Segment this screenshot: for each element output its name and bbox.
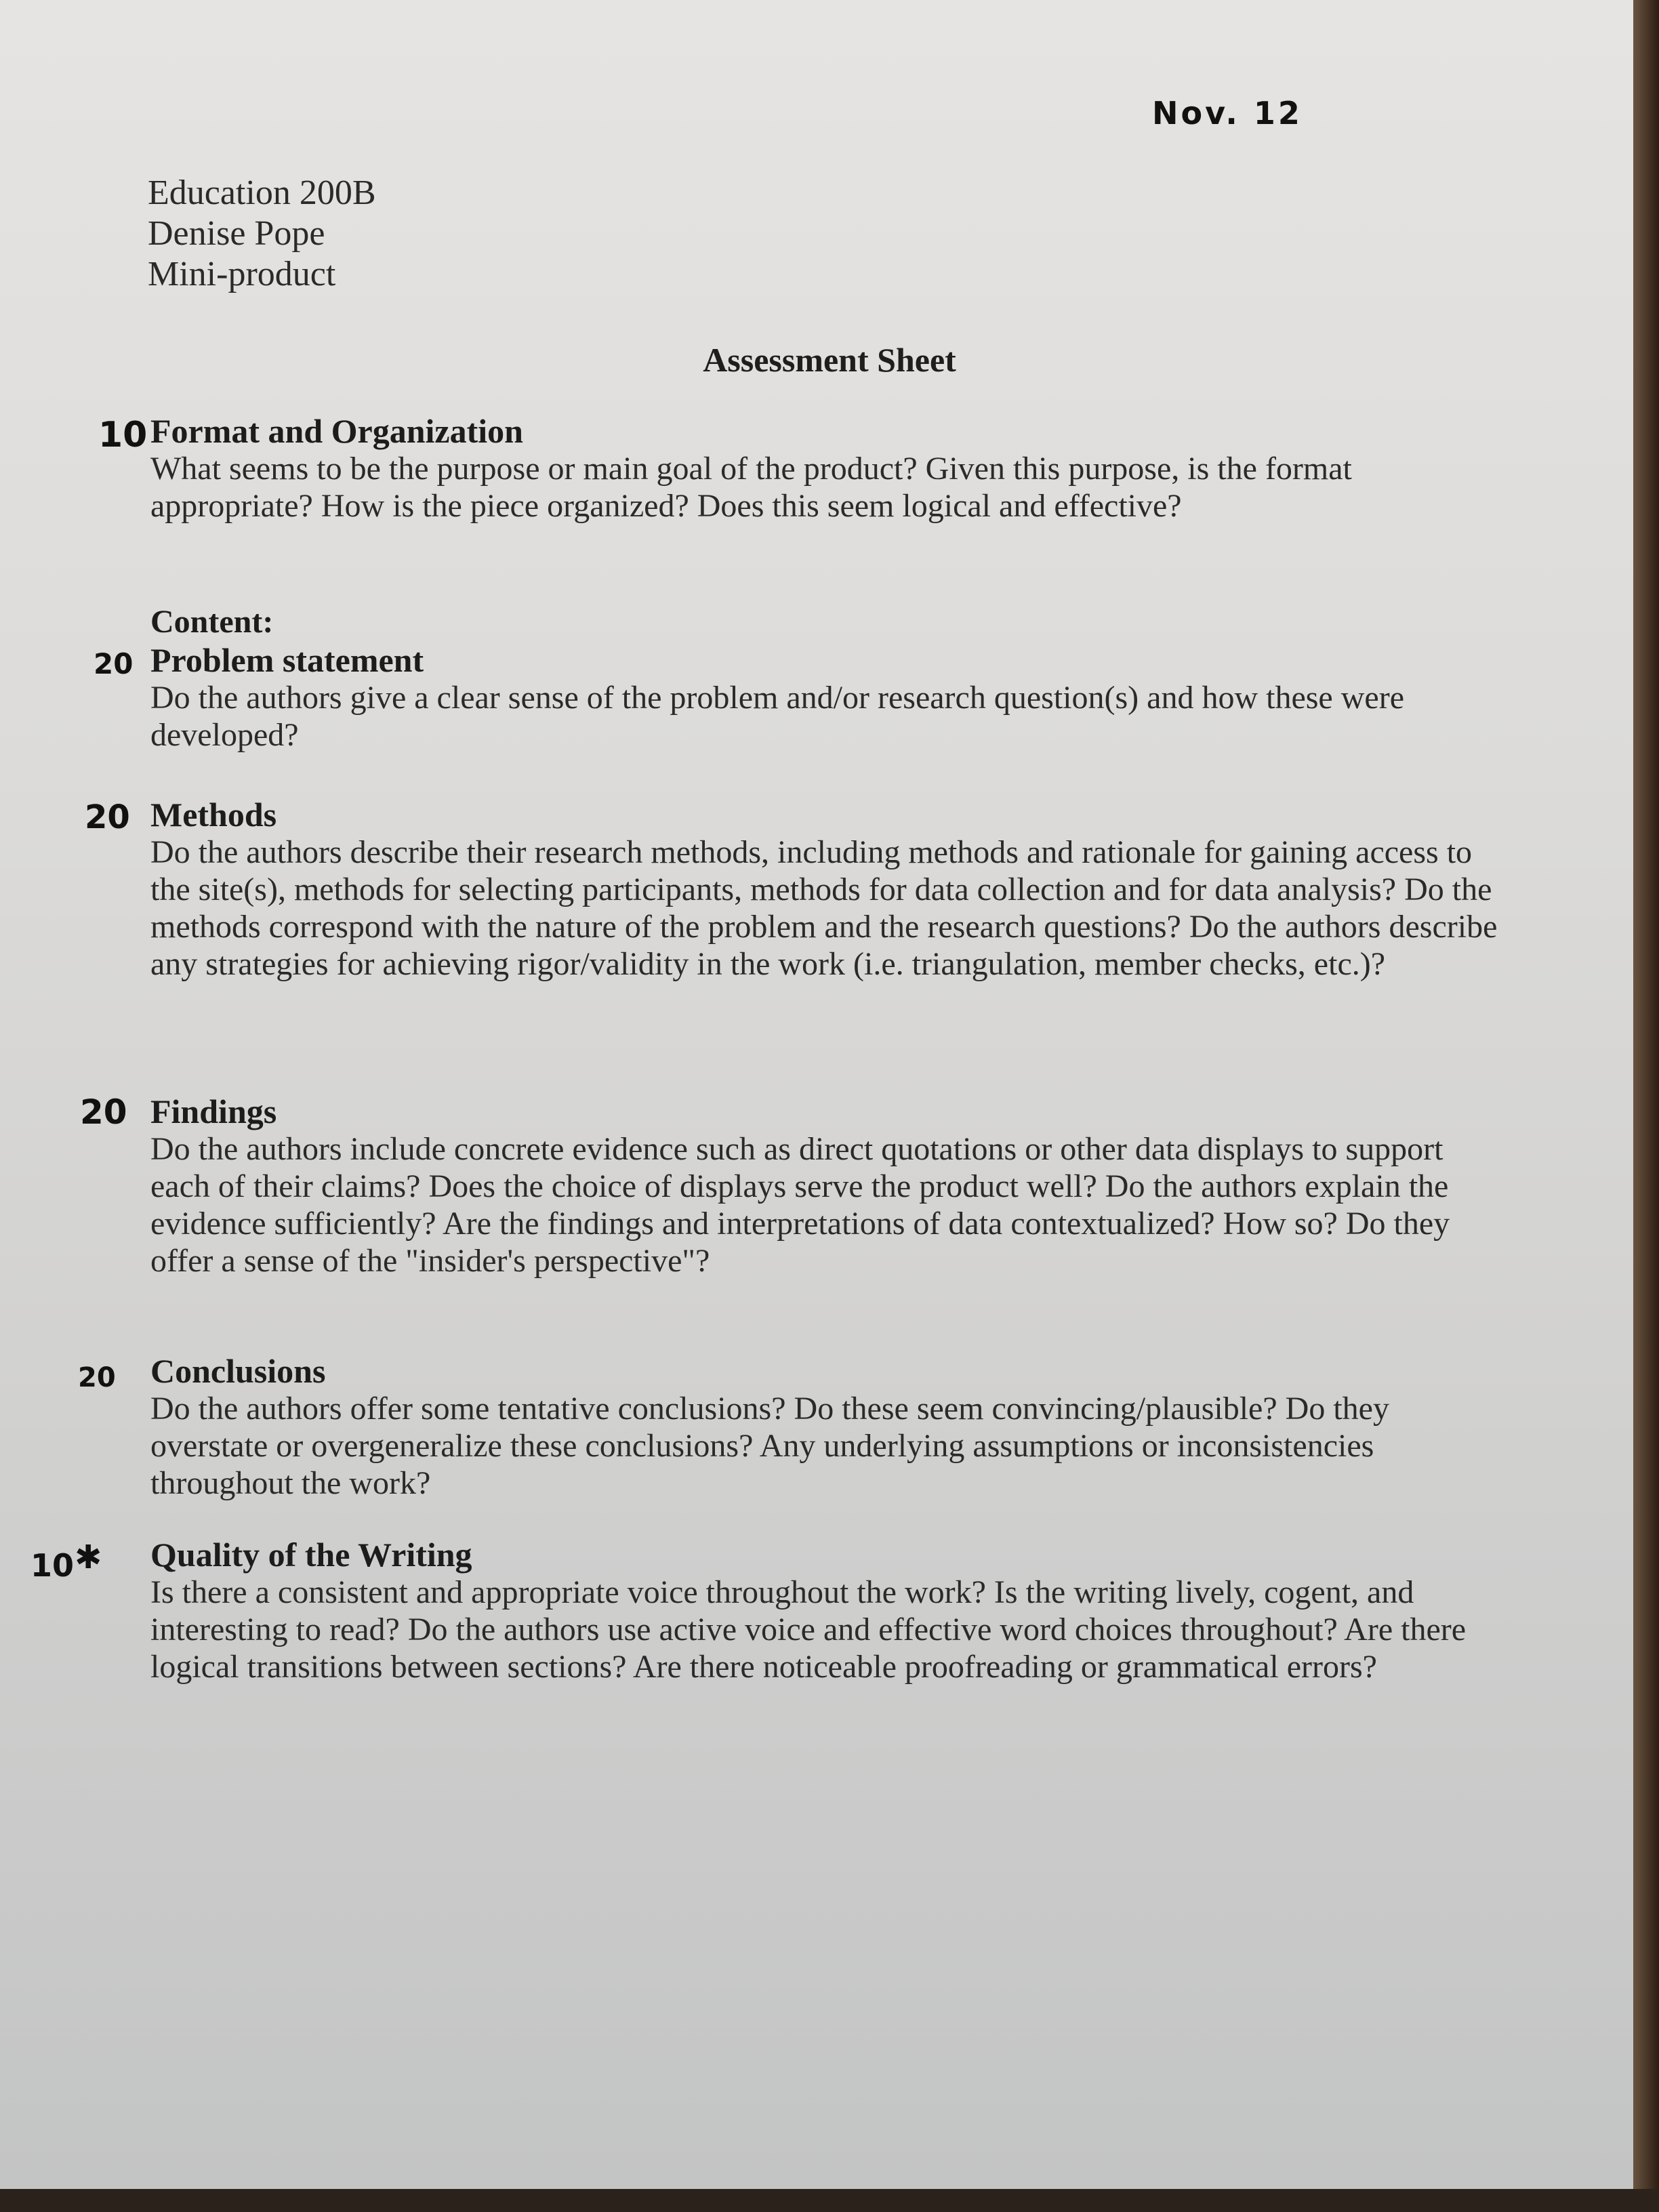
section-findings: [150, 1092, 1499, 1279]
section-body: Do the authors describe their research methods, including methods and rationale for gaining access to the site(s), methods for selecting participants, methods for data collection and for data analysis? Do the methods correspond with the nature of the problem and the research questions? Do the authors describe any strategies for achieving rigor/validity in the work (i.e. triangulation, member checks, etc.)?: [150, 834, 1498, 982]
scribbled-out-mark: ✱: [75, 1538, 102, 1576]
section-problem-statement: [150, 603, 1499, 754]
background-bottom: [0, 2189, 1659, 2212]
section-title: Format and Organization: [150, 412, 523, 450]
score-mark-methods: 20: [85, 798, 130, 836]
section-title: Quality of the Writing: [150, 1536, 472, 1574]
section-body: What seems to be the purpose or main goal of the product? Given this purpose, is the format appropriate? How is the piece organized? Does this seem logical and effective?: [150, 451, 1352, 524]
course-header: [148, 173, 376, 295]
section-heading: Content:: [150, 604, 274, 640]
assignment-name: Mini-product: [148, 255, 336, 293]
section-methods: [150, 796, 1499, 983]
section-format: [150, 412, 1499, 525]
course-name: Education 200B: [148, 173, 376, 212]
background-edge: [1633, 0, 1659, 2212]
section-title: Problem statement: [150, 641, 424, 679]
score-mark-problem: 20: [94, 647, 134, 680]
section-title: Conclusions: [150, 1352, 326, 1390]
score-mark-writing: 10: [30, 1547, 75, 1584]
section-body: Do the authors offer some tentative conclusions? Do these seem convincing/plausible? Do they overstate or overgeneralize these conclusions? Any underlying assumptions or inconsistencies throughout the work?: [150, 1391, 1389, 1501]
handwritten-date: Nov. 12: [1152, 95, 1303, 131]
section-body: Is there a consistent and appropriate voice throughout the work? Is the writing lively, cogent, and interesting to read? Do the authors use active voice and effective word choices throughout? Are there logical transitions between sections? Are there noticeable proofreading or grammatical errors?: [150, 1574, 1467, 1685]
section-body: Do the authors give a clear sense of the problem and/or research question(s) and how these were developed?: [150, 680, 1404, 753]
score-mark-conclusions: 20: [78, 1362, 116, 1393]
section-title: Methods: [150, 796, 277, 834]
instructor-name: Denise Pope: [148, 214, 325, 253]
section-body: Do the authors include concrete evidence such as direct quotations or other data displays to support each of their claims? Does the choice of displays serve the product well? Do the authors explain the evidence sufficiently? Are the findings and interpretations of data contextualized? How so? Do they offer a sense of the "insider's perspective"?: [150, 1131, 1450, 1279]
score-mark-format: 10: [98, 415, 148, 455]
section-title: Findings: [150, 1092, 277, 1130]
score-mark-findings: 20: [80, 1092, 127, 1132]
page-title: Assessment Sheet: [703, 341, 956, 379]
section-writing-quality: [150, 1536, 1499, 1685]
section-conclusions: [150, 1352, 1499, 1502]
